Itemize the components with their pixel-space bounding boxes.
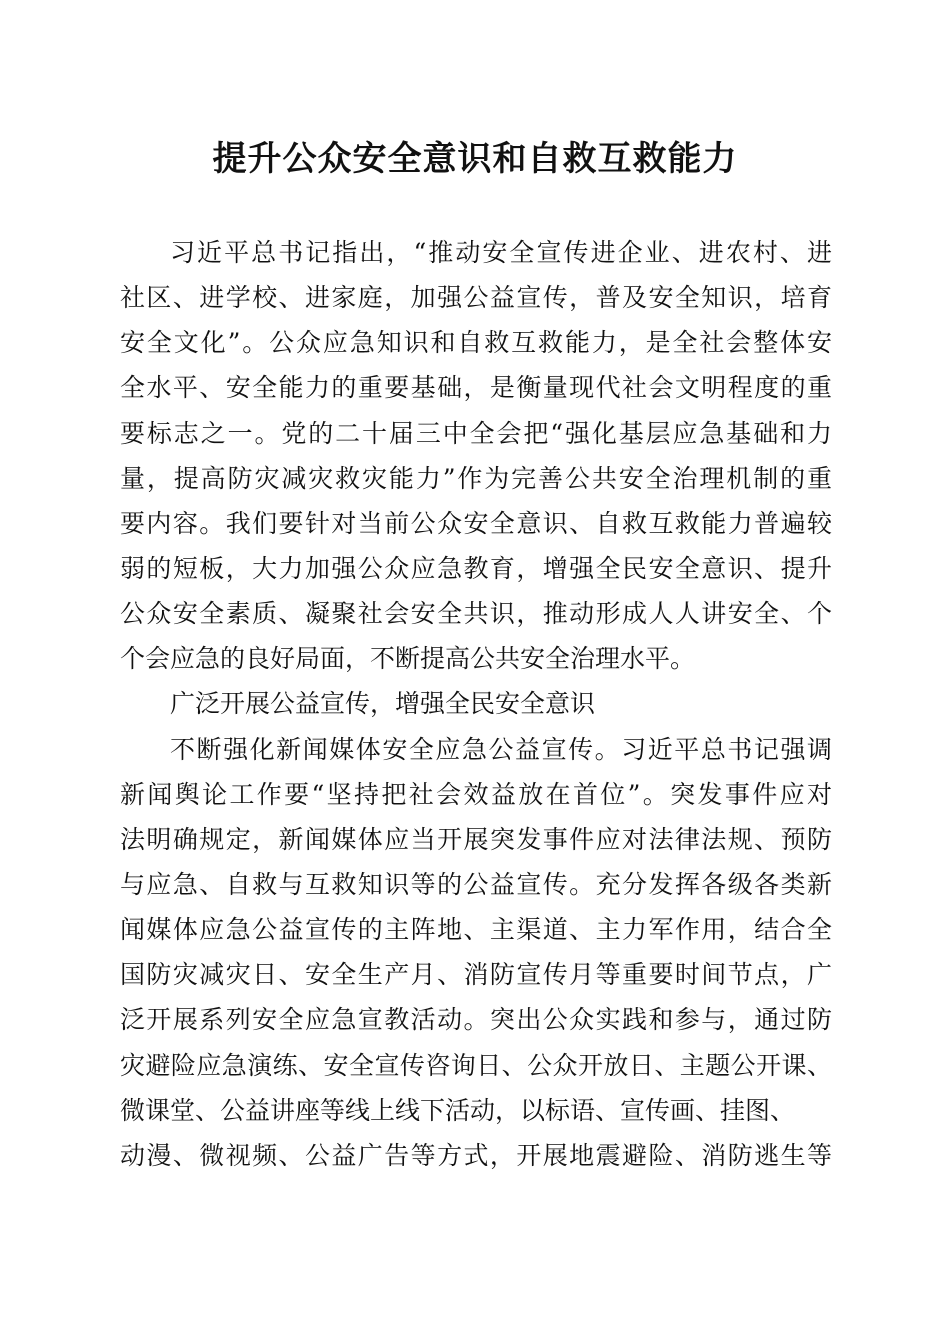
paragraph-line: 动漫、微视频、公益广告等方式，开展地震避险、消防逃生等 [120,1140,832,1170]
paragraph-line: 弱的短板，大力加强公众应急教育，增强全民安全意识、提升 [120,553,832,583]
paragraph-line: 不断强化新闻媒体安全应急公益宣传。习近平总书记强调 [170,734,832,764]
section-heading: 广泛开展公益宣传，增强全民安全意识 [170,689,596,719]
paragraph-line: 新闻舆论工作要“坚持把社会效益放在首位”。突发事件应对 [120,779,832,809]
paragraph-line: 国防灾减灾日、安全生产月、消防宣传月等重要时间节点，广 [120,960,832,990]
paragraph-line: 量，提高防灾减灾救灾能力”作为完善公共安全治理机制的重 [120,463,832,493]
paragraph-line: 全水平、安全能力的重要基础，是衡量现代社会文明程度的重 [120,373,832,403]
paragraph-line: 灾避险应急演练、安全宣传咨询日、公众开放日、主题公开课、 [120,1050,832,1080]
paragraph-line: 社区、进学校、进家庭，加强公益宣传，普及安全知识，培育 [120,283,832,313]
paragraph-line: 要标志之一。党的二十届三中全会把“强化基层应急基础和力 [120,418,832,448]
paragraph-line: 个会应急的良好局面，不断提高公共安全治理水平。 [120,644,696,674]
paragraph-line: 要内容。我们要针对当前公众安全意识、自救互救能力普遍较 [120,508,832,538]
paragraph-line: 习近平总书记指出，“推动安全宣传进企业、进农村、进 [170,238,832,267]
paragraph-line: 泛开展系列安全应急宣教活动。突出公众实践和参与，通过防 [120,1005,832,1035]
document-title: 提升公众安全意识和自救互救能力 [212,139,738,179]
document-body [120,230,832,1178]
paragraph-line: 法明确规定，新闻媒体应当开展突发事件应对法律法规、预防 [120,824,832,854]
paragraph-line: 闻媒体应急公益宣传的主阵地、主渠道、主力军作用，结合全 [120,915,832,945]
paragraph-line: 安全文化”。公众应急知识和自救互救能力，是全社会整体安 [120,328,832,358]
paragraph-line: 微课堂、公益讲座等线上线下活动，以标语、宣传画、挂图、 [120,1095,796,1125]
paragraph-line: 公众安全素质、凝聚社会安全共识，推动形成人人讲安全、个 [120,599,832,629]
paragraph-line: 与应急、自救与互救知识等的公益宣传。充分发挥各级各类新 [120,869,832,899]
